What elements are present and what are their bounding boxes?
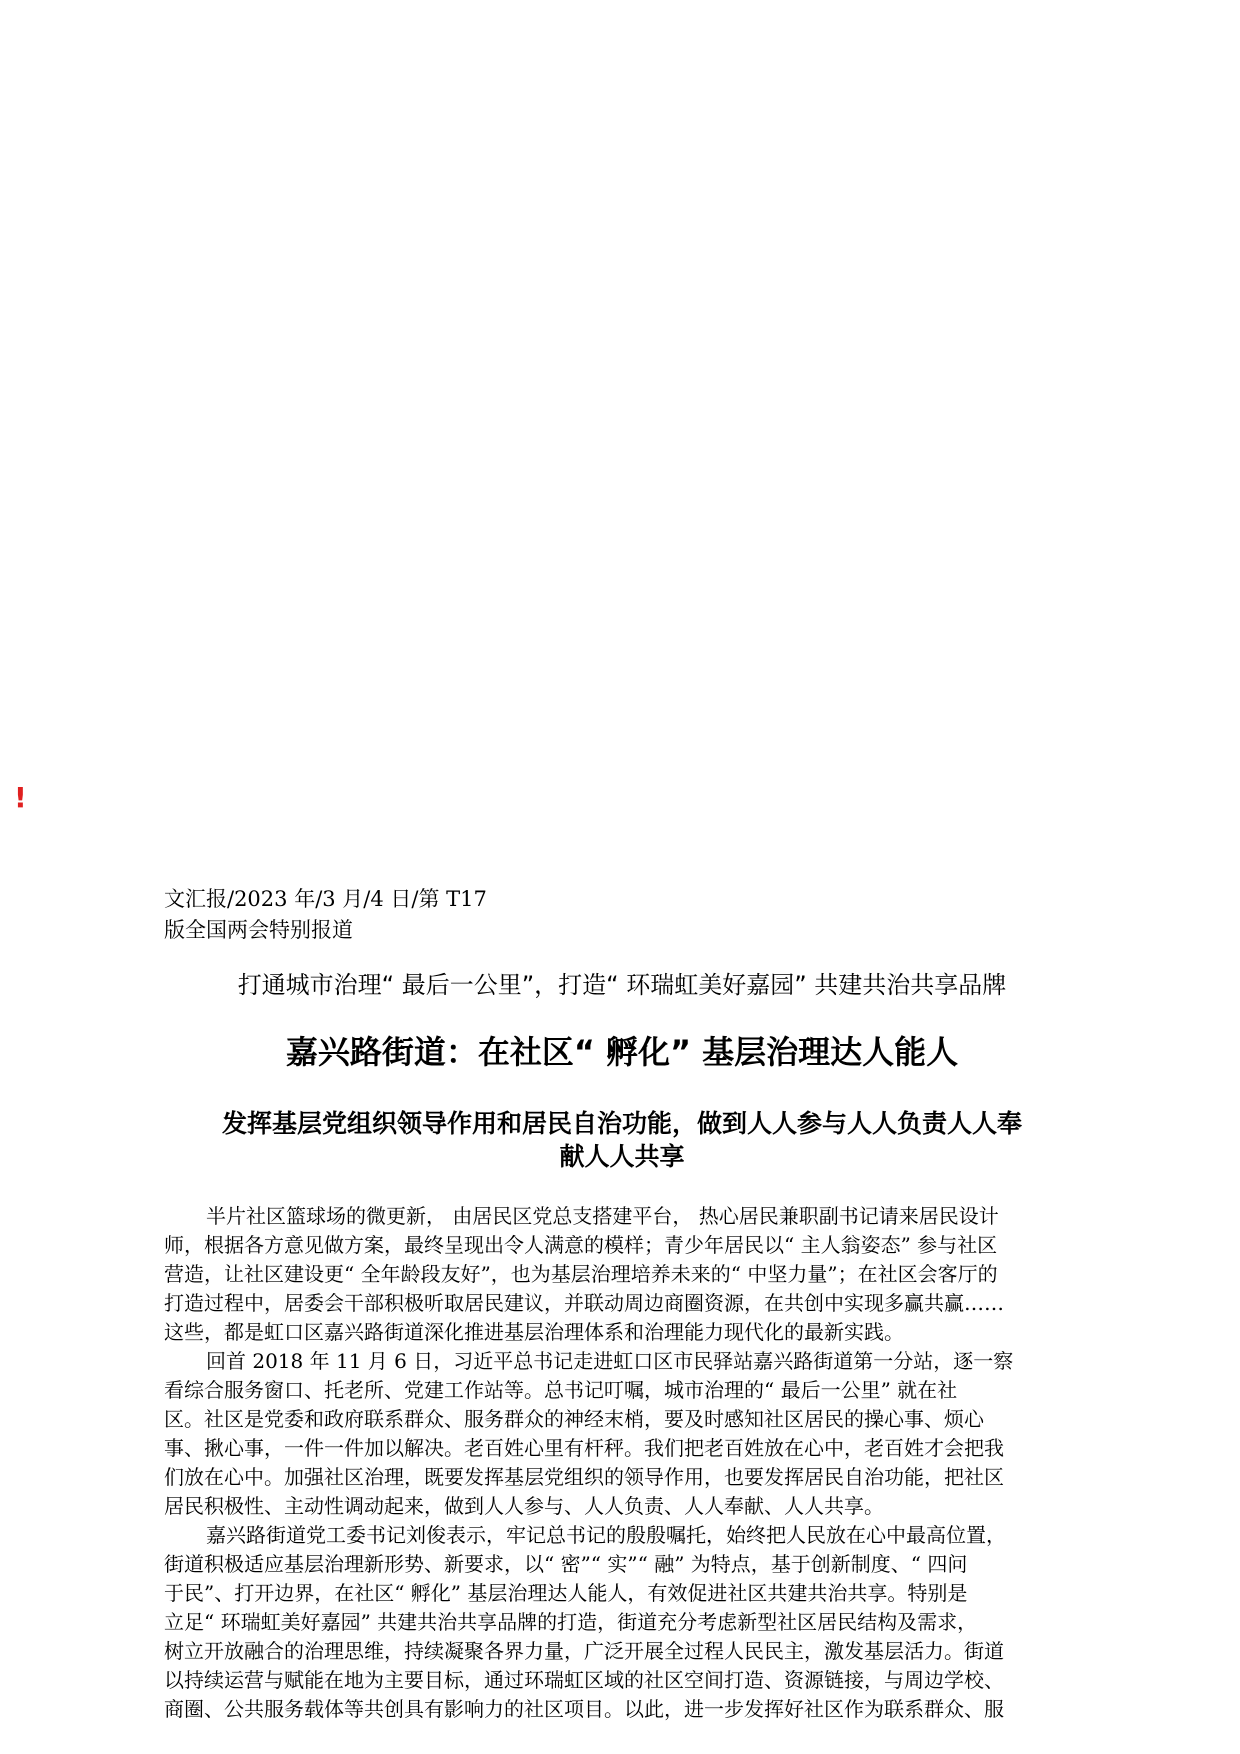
article-body: [164, 1202, 1094, 1724]
source-line-2: 版全国两会特别报道: [164, 918, 353, 942]
source-line-1: 文汇报/2023 年/3 月/4 日/第 T17: [164, 887, 487, 911]
body-line-2: 师，根据各方意见做方案，最终呈现出令人满意的模样；青少年居民以“ 主人翁姿态” 参与社区: [164, 1233, 998, 1257]
body-line-11: 居民积极性、主动性调动起来，做到人人参与、人人负责、人人奉献、人人共享。: [164, 1494, 884, 1518]
body-line-7: 看综合服务窗口、托老所、党建工作站等。总书记叮嘱，城市治理的“ 最后一公里” 就在社: [164, 1378, 958, 1402]
body-line-15: 立足“ 环瑞虹美好嘉园” 共建共治共享品牌的打造，街道充分考虑新型社区居民结构及需求，: [164, 1610, 978, 1634]
body-line-18: 商圈、公共服务载体等共创具有影响力的社区项目。以此，进一步发挥好社区作为联系群众、服: [164, 1697, 1004, 1721]
body-line-16: 树立开放融合的治理思维，持续凝聚各界力量，广泛开展全过程人民民主，激发基层活力。街道: [164, 1639, 1004, 1663]
body-line-17: 以持续运营与赋能在地为主要目标，通过环瑞虹区域的社区空间打造、资源链接，与周边学校、: [164, 1668, 1004, 1692]
body-line-14: 于民”、打开边界，在社区“ 孵化” 基层治理达人能人，有效促进社区共建共治共享。特别是: [164, 1581, 968, 1605]
body-line-8: 区。社区是党委和政府联系群众、服务群众的神经末梢，要及时感知社区居民的操心事、烦心: [164, 1407, 984, 1431]
article-deck: [164, 1107, 1080, 1173]
article-subtitle: 打通城市治理“ 最后一公里”，打造“ 环瑞虹美好嘉园” 共建共治共享品牌: [237, 971, 1007, 999]
body-line-4: 打造过程中，居委会干部积极听取居民建议，并联动周边商圈资源，在共创中实现多赢共赢……: [164, 1291, 1004, 1315]
body-line-12: 嘉兴路街道党工委书记刘俊表示，牢记总书记的殷殷嘱托，始终把人民放在心中最高位置，: [206, 1523, 1006, 1547]
body-line-10: 们放在心中。加强社区治理，既要发挥基层党组织的领导作用，也要发挥居民自治功能，把社区: [164, 1465, 1004, 1489]
article-source: [164, 884, 564, 946]
deck-line-1: 发挥基层党组织领导作用和居民自治功能，做到人人参与人人负责人人奉: [221, 1109, 1022, 1138]
article-headline: 嘉兴路街道：在社区“ 孵化” 基层治理达人能人: [285, 1033, 959, 1071]
deck-line-2: 献人人共享: [559, 1142, 685, 1171]
body-line-5: 这些，都是虹口区嘉兴路街道深化推进基层治理体系和治理能力现代化的最新实践。: [164, 1320, 904, 1344]
body-line-6: 回首 2018 年 11 月 6 日，习近平总书记走进虹口区市民驿站嘉兴路街道第一分站，逐一察: [206, 1349, 1014, 1373]
body-line-9: 事、揪心事，一件一件加以解决。老百姓心里有杆秤。我们把老百姓放在心中，老百姓才会把我: [164, 1436, 1004, 1460]
body-line-13: 街道积极适应基层治理新形势、新要求，以“ 密”“ 实”“ 融” 为特点，基于创新制度、“ 四问: [164, 1552, 968, 1576]
body-line-3: 营造，让社区建设更“ 全年龄段友好”，也为基层治理培养未来的“ 中坚力量”；在社区会客厅的: [164, 1262, 998, 1286]
body-line-1: 半片社区篮球场的微更新， 由居民区党总支搭建平台， 热心居民兼职副书记请来居民设计: [206, 1204, 999, 1228]
red-exclamation-mark: !: [14, 781, 27, 814]
